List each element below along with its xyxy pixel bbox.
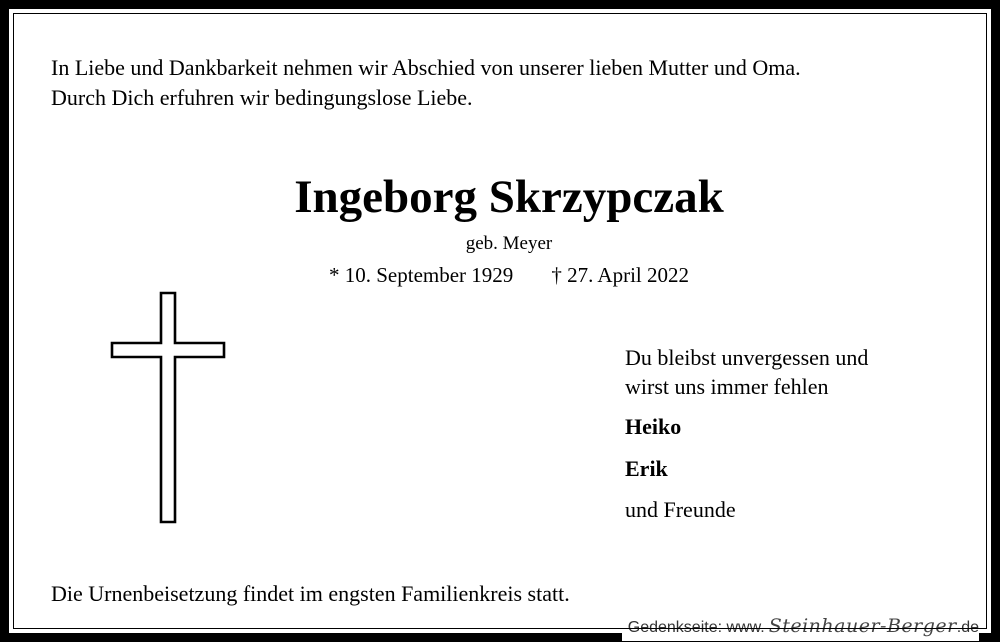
closing-text: Die Urnenbeisetzung findet im engsten Familienkreis statt.: [51, 581, 570, 606]
cross-icon: [109, 291, 229, 526]
birth-date: * 10. September 1929: [329, 263, 514, 287]
verse-line-1: Du bleibst unvergessen und: [625, 345, 869, 370]
memorial-page-link[interactable]: [622, 615, 979, 641]
intro-line-2: Durch Dich erfuhren wir bedingungslose Liebe.: [51, 85, 473, 110]
mourner-erik: Erik: [625, 456, 668, 481]
verse-line-2: wirst uns immer fehlen: [625, 374, 829, 399]
intro-text: [51, 53, 801, 113]
deceased-name: Ingeborg Skrzypczak: [294, 171, 724, 223]
death-date: † 27. April 2022: [551, 263, 689, 287]
life-dates: [9, 261, 1000, 289]
mourner-friends: und Freunde: [625, 497, 736, 522]
mourner-heiko: Heiko: [625, 414, 682, 439]
memorial-link-suffix: .de: [956, 619, 979, 636]
memorial-link-brand: Steinhauer-Berger: [768, 615, 957, 637]
memorial-link-prefix: Gedenkseite: www.: [627, 619, 765, 636]
intro-line-1: In Liebe und Dankbarkeit nehmen wir Abschied von unserer lieben Mutter und Oma.: [51, 55, 801, 80]
maiden-name: geb. Meyer: [465, 233, 553, 254]
verse: [625, 343, 868, 401]
